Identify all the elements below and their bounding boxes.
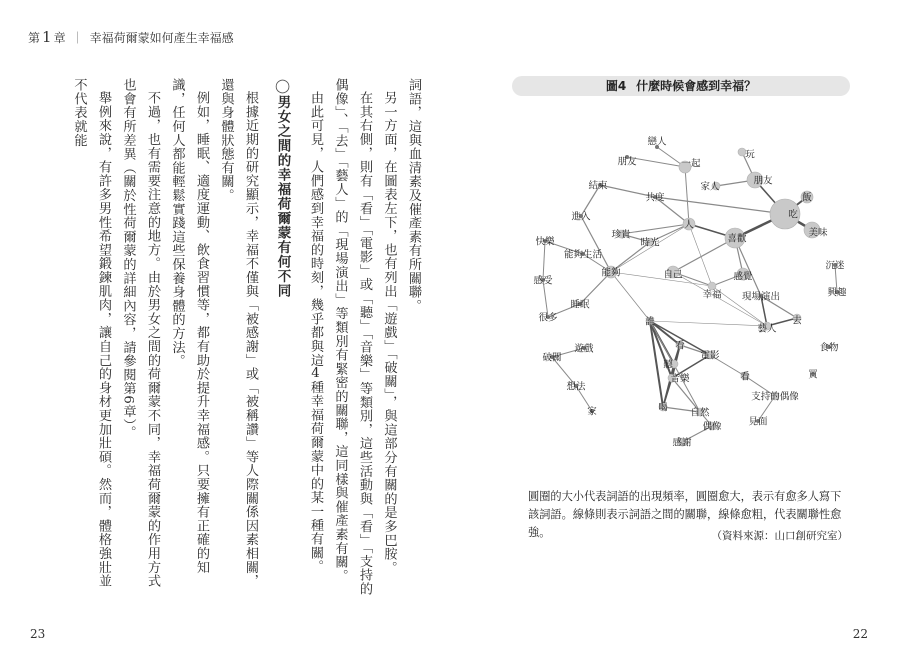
network-node-label: 感謝 bbox=[672, 437, 692, 449]
network-edge bbox=[673, 238, 735, 272]
network-node-label: 很多 bbox=[538, 312, 558, 324]
network-node-label: 結束 bbox=[588, 180, 608, 192]
section-heading bbox=[270, 78, 295, 598]
network-node-label: 吃 bbox=[788, 209, 798, 221]
paragraph-2: 另一方面，在圖表左下，也有列出「遊戲」「破關」，與這部分有關的是多巴胺。 bbox=[381, 91, 397, 575]
network-node-label: 朋友 bbox=[753, 175, 773, 187]
network-node-label: 一起 bbox=[681, 158, 701, 170]
network-node-label: 感覺 bbox=[733, 271, 753, 283]
network-node-label: 喝 bbox=[658, 402, 668, 414]
network-node-label: 能夠生活 bbox=[563, 249, 603, 261]
network-node-label: 藝人 bbox=[757, 323, 777, 335]
network-node-label: 誰 bbox=[645, 316, 655, 328]
network-node-label: 戀人 bbox=[647, 136, 667, 148]
paragraph-6: 例如，睡眠、適度運動、飲食習慣等，都有助於提升幸福感。只要擁有正確的知識，任何人都能輕鬆實踐這些保養身體的方法。 bbox=[169, 78, 209, 575]
network-node-label: 時光 bbox=[640, 237, 660, 249]
network-node-label: 自己 bbox=[663, 269, 683, 281]
network-node-label: 電影 bbox=[700, 350, 720, 362]
network-node-label: 音樂 bbox=[670, 373, 690, 385]
network-node-label: 感受 bbox=[533, 275, 553, 287]
figure-caption: 圓圈的大小代表詞語的出現頻率，圓圈愈大，表示有愈多人寫下該詞語。線條則表示詞語之間的關聯，線條愈粗，代表關聯性愈強。 bbox=[528, 490, 842, 539]
paragraph-4-digit: 4 bbox=[311, 367, 320, 381]
network-node-label: 快樂 bbox=[535, 236, 555, 248]
paragraph-4-post: 種幸福荷爾蒙中的某一種有關。 bbox=[308, 380, 323, 574]
chapter-prefix: 第 bbox=[28, 31, 41, 45]
paragraph-1: 詞語，這與血清素及催產素有所關聯。 bbox=[406, 78, 421, 313]
paragraph-5: 根據近期的研究顯示，幸福不僅與「被感謝」或「被稱讚」等人際關係因素相關，還與身體狀態有關。 bbox=[218, 78, 258, 588]
network-node-label: 珍貴 bbox=[611, 229, 631, 241]
network-edge bbox=[689, 224, 712, 286]
network-node-label: 去 bbox=[792, 315, 802, 327]
paragraph-3: 在其右側，則有「看」「電影」或「聽」「音樂」等類別，這些活動與「看」「支持的偶像」、「去」「藝人」的「現場演出」等類別有緊密的關聯，這同樣與催產素有關。 bbox=[332, 78, 372, 596]
network-node-label: 睡眠 bbox=[570, 299, 590, 311]
network-node-label: 支持的偶像 bbox=[751, 391, 799, 403]
network-node-label: 人 bbox=[684, 219, 694, 231]
network-node-label: 美味 bbox=[808, 227, 828, 239]
running-header bbox=[28, 28, 234, 46]
network-edge bbox=[685, 167, 689, 224]
network-node-label: 幸福 bbox=[702, 289, 722, 301]
network-node-label: 進入 bbox=[571, 211, 591, 223]
network-node-label: 見面 bbox=[748, 416, 768, 428]
network-node-label: 興趣 bbox=[827, 287, 847, 299]
network-node-label: 現場演出 bbox=[741, 291, 781, 303]
network-edge bbox=[611, 272, 650, 321]
network-node-label: 看 bbox=[740, 371, 750, 383]
network-node-label: 飯 bbox=[802, 192, 812, 204]
network-node-label: 偶像 bbox=[702, 421, 722, 433]
network-node-label: 買 bbox=[808, 369, 818, 381]
word-network-chart bbox=[505, 130, 865, 470]
chapter-title: 幸福荷爾蒙如何產生幸福感 bbox=[89, 31, 234, 45]
network-node-label: 能夠 bbox=[601, 267, 621, 279]
network-node-label: 自然 bbox=[690, 407, 710, 419]
network-node-label: 遊戲 bbox=[574, 343, 594, 355]
network-node-label: 喜歡 bbox=[727, 233, 747, 245]
figure-source: （資料來源：山口創研究室） bbox=[711, 530, 848, 542]
network-node-label: 共度 bbox=[645, 192, 665, 204]
figure-title: 什麼時候會感到幸福？ bbox=[636, 79, 757, 93]
network-node-label: 破關 bbox=[542, 352, 562, 364]
network-edge bbox=[655, 197, 785, 214]
network-node-label: 家人 bbox=[700, 181, 720, 193]
paragraph-8: 舉例來說，有許多男性希望鍛鍊肌肉，讓自己的身材更加壯碩。然而，體格強壯並不代表就能 bbox=[71, 78, 111, 588]
body-text bbox=[40, 78, 425, 598]
section-heading-text: 男女之間的幸福荷爾蒙有何不同 bbox=[274, 95, 291, 298]
paragraph-7: 不過，也有需要注意的地方。由於男女之間的荷爾蒙不同，幸福荷爾蒙的作用方式也會有所差異（關於性荷爾蒙的詳細內容，請參閱第6章）。 bbox=[120, 78, 160, 588]
heading-circle-icon: ◯ bbox=[274, 78, 291, 95]
chapter-number: 1 bbox=[42, 28, 52, 46]
network-node-label: 聽 bbox=[663, 359, 673, 371]
network-edge bbox=[650, 321, 767, 326]
network-node-label: 玩 bbox=[745, 149, 755, 161]
network-node-label: 家 bbox=[587, 406, 597, 418]
network-node-label: 想法 bbox=[566, 381, 586, 393]
chapter-suffix: 章 bbox=[53, 31, 66, 45]
network-edge bbox=[581, 216, 611, 272]
page-number-left: 23 bbox=[30, 627, 46, 641]
network-node-label: 食物 bbox=[819, 342, 839, 354]
header-separator: ｜ bbox=[71, 31, 84, 45]
paragraph-4 bbox=[303, 78, 328, 598]
network-edge bbox=[611, 272, 712, 286]
network-node-label: 朋友 bbox=[617, 156, 637, 168]
network-nodes bbox=[533, 136, 847, 449]
network-node-label: 沉迷 bbox=[825, 260, 845, 272]
page-number-right: 22 bbox=[852, 627, 868, 641]
figure-title-bar bbox=[512, 76, 850, 96]
paragraph-4-pre: 由此可見，人們感到幸福的時刻，幾乎都與這 bbox=[308, 91, 323, 368]
network-node-label: 看 bbox=[675, 340, 685, 352]
figure-number: 圖4 bbox=[605, 79, 627, 93]
